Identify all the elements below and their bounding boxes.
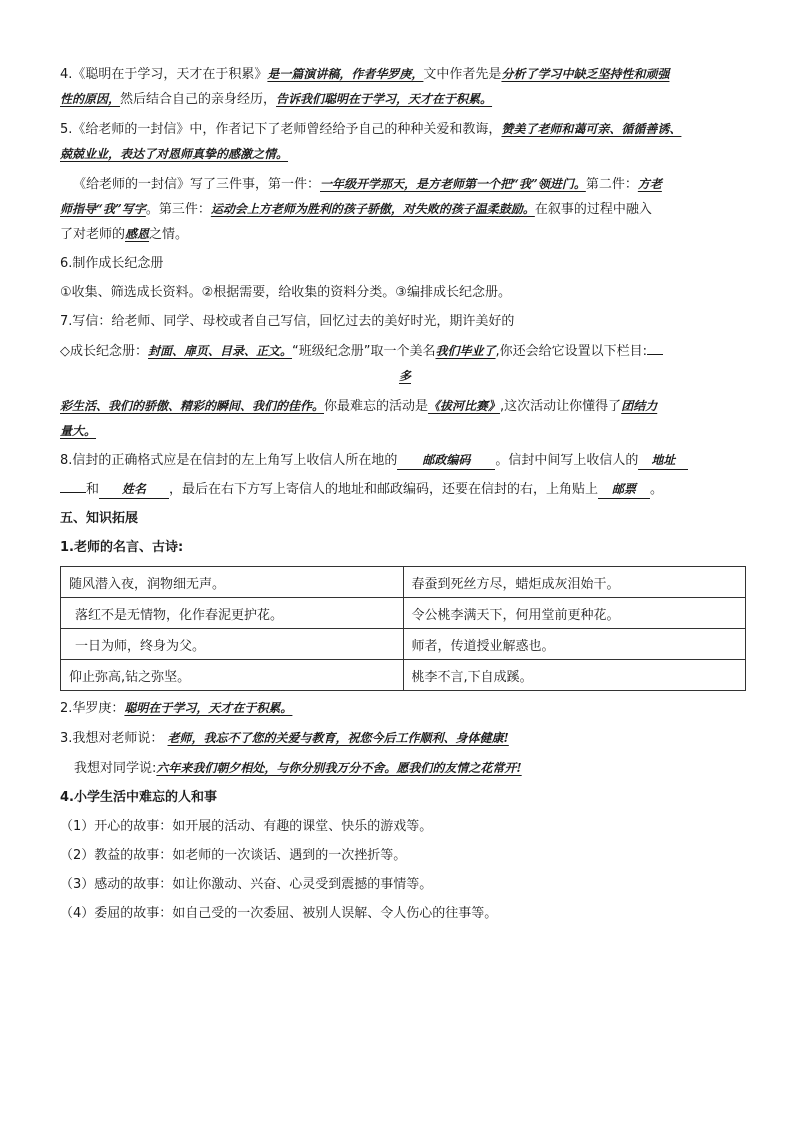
say-teacher (60, 726, 750, 751)
hua-quote (60, 696, 750, 721)
quote-cell: 师者，传道授业解惑也。 (403, 629, 746, 660)
blank (99, 481, 169, 499)
item-4-text: 文中作者先是 (423, 67, 502, 82)
quote-cell: 一日为师，终身为父。 (61, 629, 404, 660)
item-6-title: 6.制作成长纪念册 (60, 256, 164, 271)
blank (647, 354, 663, 355)
answer: 聪明在于学习，天才在于积累。 (124, 701, 293, 715)
section-5-title: 五、知识拓展 (60, 511, 139, 526)
list-item: （1）开心的故事：如开展的活动、有趣的课堂、快乐的游戏等。 (60, 819, 433, 834)
album-line-3 (60, 394, 750, 419)
item-5-line-1 (60, 117, 750, 142)
answer: 六年来我们朝夕相处，与你分别我万分不舍。愿我们的友情之花常开! (156, 761, 522, 775)
item-8-text: 和 (86, 482, 100, 497)
item-8-text: 。信封中间写上收信人的 (495, 453, 639, 468)
item-8-line-1 (60, 449, 750, 473)
blank (60, 492, 86, 493)
answer: 方老 (637, 177, 662, 191)
item-8-line-2 (60, 478, 750, 502)
table-row (61, 660, 746, 691)
item-4-line-2 (60, 87, 750, 112)
answer: 封面、扉页、目录、正文。 (148, 344, 293, 358)
item-5-text: 5.《给老师的一封信》中，作者记下了老师曾经给予自己的种种关爱和教诲， (60, 122, 502, 137)
list-item: （3）感动的故事：如让你激动、兴奋、心灵受到震撼的事情等。 (60, 877, 433, 892)
quote-cell: 桃李不言,下自成蹊。 (403, 660, 746, 691)
album-line-4 (60, 419, 750, 444)
item-4-line-1 (60, 62, 750, 87)
quotes-title: 1.老师的名言、古诗: (60, 540, 184, 555)
item-8-text: 8.信封的正确格式应是在信封的左上角写上收信人所在地的 (60, 453, 398, 468)
item-5-line-2 (60, 142, 750, 167)
answer: 是一篇演讲稿，作者华罗庚， (267, 67, 424, 81)
letter-line-1 (60, 172, 750, 197)
table-row (61, 629, 746, 660)
answer: 感恩 (125, 227, 150, 241)
album-line-1 (60, 339, 750, 364)
item-8-text: ，最后在右下方写上寄信人的地址和邮政编码，还要在信封的右，上角贴上 (169, 482, 599, 497)
letter-text: 第二件： (585, 177, 638, 192)
say-text: 我想对同学说: (74, 761, 157, 776)
answer: 一年级开学那天，是方老师第一个把“我”领进门。 (320, 177, 586, 191)
answer: 地址 (651, 453, 676, 467)
quote-cell: 令公桃李满天下，何用堂前更种花。 (403, 598, 746, 629)
say-text: 3.我想对老师说： (60, 731, 164, 746)
answer: 兢兢业业，表达了对恩师真挚的感激之情。 (60, 147, 289, 161)
blank (638, 452, 688, 470)
answer: 团结力 (621, 399, 658, 413)
album-text: ,你还会给它设置以下栏目: (495, 344, 648, 359)
quotes-table (60, 566, 746, 691)
table-row (61, 567, 746, 598)
quote-cell: 仰止弥高,钻之弥坚。 (61, 660, 404, 691)
item-4-text: 4.《聪明在于学习，天才在于积累》 (60, 67, 268, 82)
answer: 《拔河比赛》 (428, 399, 501, 413)
letter-line-3 (60, 222, 750, 247)
stories-title: 4.小学生活中难忘的人和事 (60, 790, 217, 805)
letter-text: 之情。 (149, 227, 189, 242)
list-item: （4）委屈的故事：如自己受的一次委屈、被别人误解、令人伤心的往事等。 (60, 906, 498, 921)
answer: 性的原因， (60, 92, 121, 106)
answer: 量大。 (60, 424, 97, 438)
hua-text: 2.华罗庚： (60, 701, 125, 716)
answer: 赞美了老师和蔼可亲、循循善诱、 (501, 122, 682, 136)
answer: 彩生活、我们的骄傲、精彩的瞬间、我们的佳作。 (60, 399, 325, 413)
item-4-text: 然后结合自己的亲身经历， (120, 92, 277, 107)
album-text: “班级纪念册”取一个美名 (292, 344, 436, 359)
answer: 老师，我忘不了您的关爱与教育，祝您今后工作顺利、身体健康! (167, 731, 509, 745)
answer: 姓名 (122, 482, 147, 496)
album-line-2 (60, 364, 750, 389)
letter-line-2 (60, 197, 750, 222)
answer: 多 (398, 369, 411, 383)
document-content (60, 62, 750, 926)
album-text: ,这次活动让你懂得了 (500, 399, 622, 414)
answer: 分析了学习中缺乏坚持性和顽强 (501, 67, 670, 81)
table-row (61, 598, 746, 629)
say-classmate (60, 756, 750, 781)
answer: 邮票 (612, 482, 637, 496)
blank (598, 481, 650, 499)
letter-text: 。第三件： (145, 202, 211, 217)
answer: 邮政编码 (422, 453, 471, 467)
answer: 师指导“我”写字 (60, 202, 146, 216)
answer: 运动会上方老师为胜利的孩子骄傲，对失败的孩子温柔鼓励。 (210, 202, 535, 216)
answer: 我们毕业了 (435, 344, 496, 358)
quote-cell: 随风潜入夜，润物细无声。 (61, 567, 404, 598)
answer: 告诉我们聪明在于学习，天才在于积累。 (276, 92, 493, 106)
list-item: （2）教益的故事：如老师的一次谈话、遇到的一次挫折等。 (60, 848, 407, 863)
letter-text: 《给老师的一封信》写了三件事，第一件： (73, 177, 321, 192)
letter-text: 了对老师的 (60, 227, 126, 242)
quote-cell: 落红不是无情物，化作春泥更护花。 (61, 598, 404, 629)
blank (397, 452, 495, 470)
album-text: 你最难忘的活动是 (324, 399, 429, 414)
album-text: ◇成长纪念册： (60, 344, 148, 359)
letter-text: 在叙事的过程中融入 (534, 202, 652, 217)
item-8-text: 。 (650, 482, 664, 497)
quote-cell: 春蚕到死丝方尽，蜡炬成灰泪始干。 (403, 567, 746, 598)
item-7-text: 7.写信：给老师、同学、母校或者自己写信，回忆过去的美好时光，期许美好的 (60, 314, 515, 329)
item-6-steps: ①收集、筛选成长资料。②根据需要，给收集的资料分类。③编排成长纪念册。 (60, 285, 511, 300)
